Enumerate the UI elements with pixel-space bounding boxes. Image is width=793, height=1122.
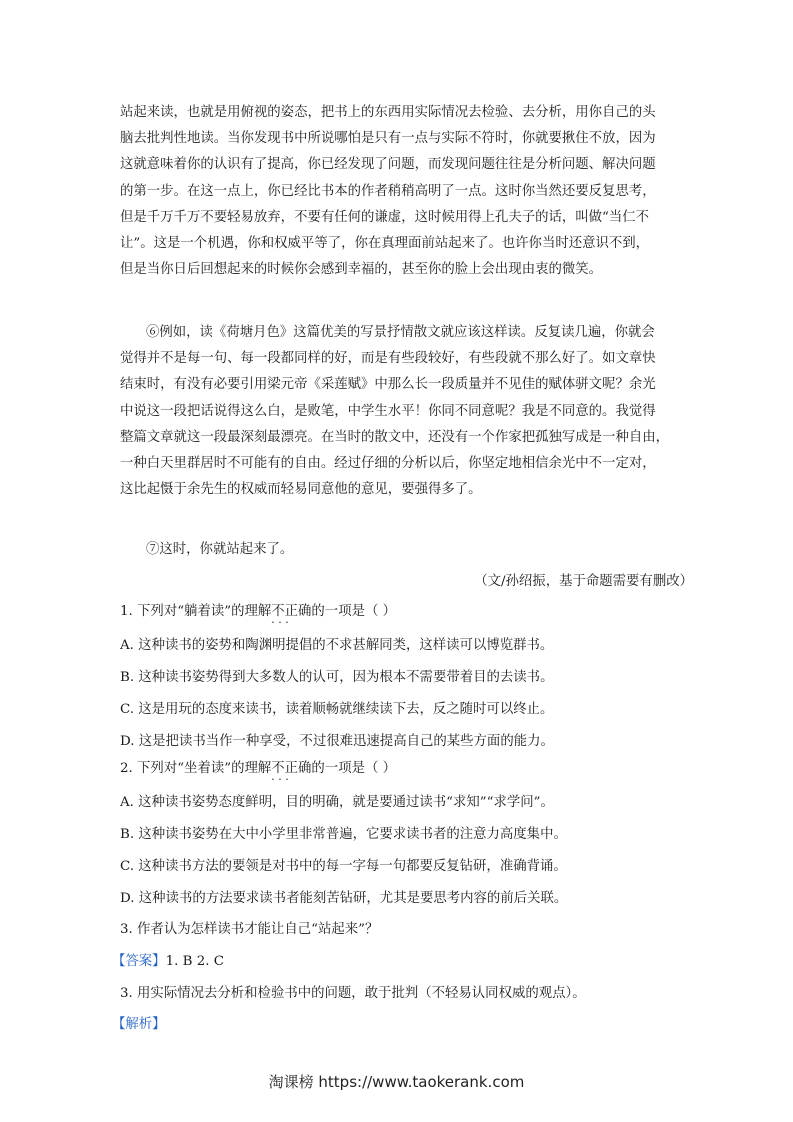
text-line: 站起来读，也就是用俯视的姿态，把书上的东西用实际情况去检验、去分析，用你自己的头: [120, 105, 656, 120]
answer-tag: 【答案】: [112, 954, 166, 969]
text-line: 整篇文章就这一段最深刻最漂亮。在当时的散文中，还没有一个作家把孤独写成是一种自由，: [120, 429, 670, 445]
text-line: 但是当你日后回想起来的时候你会感到幸福的，甚至你的脸上会出现由衷的微笑。: [120, 262, 603, 278]
paragraph-standing-reading: [120, 100, 680, 283]
question-3-stem: 3. 作者认为怎样读书才能让自己“站起来”？: [120, 922, 379, 937]
emphasis-text: 不正确 · · ·: [271, 761, 311, 776]
text-line: 的第一步。在这一点上，你已经比书本的作者稍稍高明了一点。这时你当然还要反复思考，: [120, 183, 656, 199]
stem-suffix: 的一项是（ ）: [311, 761, 397, 776]
q1-option-b: B. 这种读书姿势得到大多数人的认可，因为根本不需要带着目的去读书。: [120, 670, 554, 685]
text-line: 这就意味着你的认识有了提高，你已经发现了问题，而发现问题往往是分析问题、解决问题: [120, 157, 656, 173]
analysis-tag: 【解析】: [112, 1017, 166, 1032]
question-1-stem: [120, 600, 396, 619]
stem-prefix: 2. 下列对“坐着读”的理解: [120, 761, 272, 776]
q1-option-d: D. 这是把读书当作一种享受，不过很难迅速提高自己的某些方面的能力。: [120, 734, 554, 749]
text-line: 中说这一段把话说得这么白，是败笔，中学生水平！你同不同意呢？我是不同意的。我觉得: [120, 403, 656, 419]
text-line: 这比起慑于余先生的权威而轻易同意他的意见，要强得多了。: [120, 482, 482, 498]
text-line: 一种白天里群居时不可能有的自由。经过仔细的分析以后，你坚定地相信余光中不一定对，: [120, 456, 656, 472]
page-footer-watermark: 淘课榜 https://www.taokerank.com: [268, 1073, 525, 1091]
q2-option-a: A. 这种读书姿势态度鲜明，目的明确，就是要通过读书“求知”“求学问”。: [120, 795, 554, 810]
text-line: 脑去批判性地读。当你发现书中所说哪怕是只有一点与实际不符时，你就要揪住不放，因为: [120, 131, 656, 147]
text-line: ⑥例如，读《荷塘月色》这篇优美的写景抒情散文就应该这样读。反复读几遍，你就会: [146, 325, 655, 340]
q1-option-a: A. 这种读书的姿势和陶渊明提倡的不求甚解同类，这样读可以博览群书。: [120, 638, 554, 653]
q2-option-d: D. 这种读书的方法要求读书者能刻苦钻研，尤其是要思考内容的前后关联。: [120, 891, 568, 906]
text-line: 觉得并不是每一句、每一段都同样的好，而是有些段较好，有些段就不那么好了。如文章快: [120, 351, 656, 367]
text-line: 结束时，有没有必要引用梁元帝《采莲赋》中那么长一段质量并不见佳的赋体骈文呢？余光: [120, 377, 656, 393]
paragraph-6: [120, 320, 680, 503]
stem-suffix: 的一项是（ ）: [311, 604, 397, 619]
answer-text: 1. B 2. C: [165, 954, 224, 969]
emphasis-text: 不正确 · · ·: [271, 604, 311, 619]
q2-option-b: B. 这种读书姿势在大中小学里非常普遍，它要求读书者的注意力高度集中。: [120, 827, 567, 842]
q1-option-c: C. 这是用玩的态度来读书，读着顺畅就继续读下去，反之随时可以终止。: [120, 702, 554, 717]
paragraph-7: ⑦这时，你就站起来了。: [146, 542, 294, 557]
q2-option-c: C. 这种读书方法的要领是对书中的每一字每一句都要反复钻研，准确背诵。: [120, 859, 567, 874]
stem-prefix: 1. 下列对“躺着读”的理解: [120, 604, 272, 619]
question-2-stem: [120, 757, 396, 776]
answer-3: 3. 用实际情况去分析和检验书中的问题，敢于批判（不轻易认同权威的观点）。: [120, 986, 586, 1001]
text-line: 让”。这是一个机遇，你和权威平等了，你在真理面前站起来了。也许你当时还意识不到，: [120, 236, 650, 252]
text-line: 但是千万千万不要轻易放弃，不要有任何的谦虚，这时候用得上孔夫子的话，叫做“当仁不: [120, 209, 650, 225]
source-citation: （文/孙绍振，基于命题需要有删改）: [474, 574, 693, 589]
answer-line: [112, 950, 224, 969]
